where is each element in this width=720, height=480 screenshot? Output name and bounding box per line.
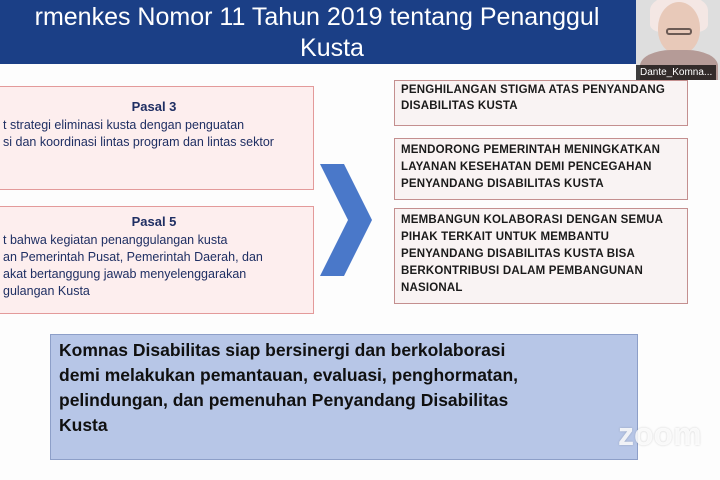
info-box-1-line-2: DISABILITAS KUSTA — [401, 100, 518, 112]
statement-line-1: Komnas Disabilitas siap bersinergi dan berkolaborasi — [59, 340, 506, 360]
info-box-3-line-3: PENYANDANG DISABILITAS KUSTA BISA — [401, 248, 636, 260]
info-box-layanan — [394, 138, 688, 200]
info-box-3-line-5: NASIONAL — [401, 282, 463, 294]
pasal-3-box — [0, 86, 314, 190]
info-box-kolaborasi — [394, 208, 688, 304]
participant-video-tile[interactable] — [636, 0, 720, 80]
pasal-5-line-2: an Pemerintah Pusat, Pemerintah Daerah, dan — [3, 250, 263, 264]
statement-line-3: pelindungan, dan pemenuhan Penyandang Disabilitas — [59, 390, 509, 410]
zoom-watermark: zoom — [618, 416, 702, 452]
pasal-5-line-3: akat bertanggung jawab menyelenggarakan — [3, 267, 247, 281]
pasal-5-box — [0, 206, 314, 314]
participant-glasses — [666, 28, 692, 35]
info-box-2-line-1: MENDORONG PEMERINTAH MENINGKATKAN — [401, 144, 661, 156]
pasal-5-title: Pasal 5 — [131, 214, 177, 229]
slide-title-line-2: Kusta — [300, 34, 364, 62]
participant-name-tag: Dante_Komna... — [636, 65, 716, 80]
info-box-3-line-1: MEMBANGUN KOLABORASI DENGAN SEMUA — [401, 214, 664, 226]
info-box-3-line-4: BERKONTRIBUSI DALAM PEMBANGUNAN — [401, 265, 643, 277]
statement-box — [50, 334, 638, 460]
slide-title-bar — [0, 0, 648, 64]
info-box-2-line-2: LAYANAN KESEHATAN DEMI PENCEGAHAN — [401, 161, 652, 173]
slide-title-line-1: rmenkes Nomor 11 Tahun 2019 tentang Penanggul — [34, 3, 600, 31]
info-box-1-line-1: PENGHILANGAN STIGMA ATAS PENYANDANG — [401, 84, 666, 96]
pasal-5-line-1: t bahwa kegiatan penanggulangan kusta — [3, 233, 228, 247]
chevron-right-icon — [318, 164, 372, 276]
pasal-3-line-1: t strategi eliminasi kusta dengan penguatan — [3, 118, 245, 132]
statement-line-4: Kusta — [59, 415, 108, 435]
pasal-3-title: Pasal 3 — [131, 99, 177, 114]
info-box-3-line-2: PIHAK TERKAIT UNTUK MEMBANTU — [401, 231, 610, 243]
info-box-stigma — [394, 80, 688, 126]
info-box-2-line-3: PENYANDANG DISABILITAS KUSTA — [401, 178, 604, 190]
statement-line-2: demi melakukan pemantauan, evaluasi, penghormatan, — [59, 365, 519, 385]
pasal-3-line-2: si dan koordinasi lintas program dan lintas sektor — [3, 135, 274, 149]
pasal-5-line-4: gulangan Kusta — [3, 284, 90, 298]
